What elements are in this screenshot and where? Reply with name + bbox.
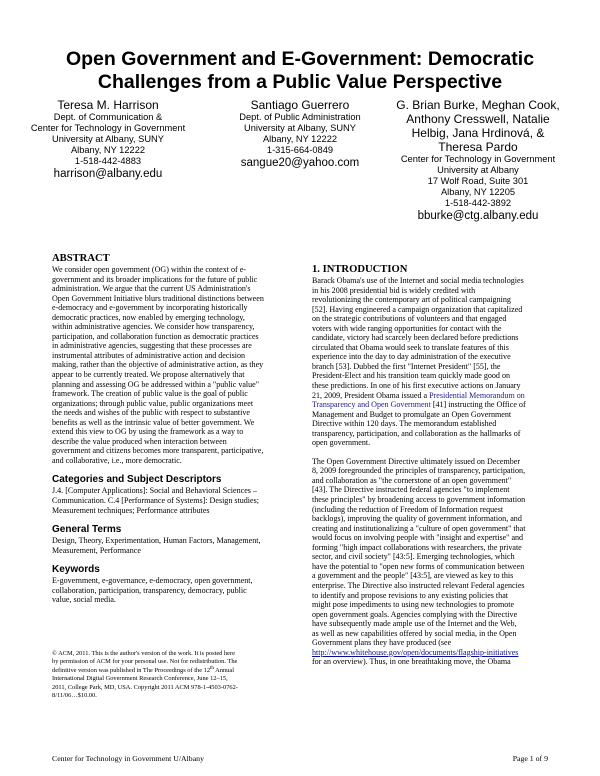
affiliation-line: 17 Wolf Road, Suite 301 xyxy=(427,176,529,186)
copyright-line: © ACM, 2011. This is the author's version of the work. It is posted here xyxy=(52,650,235,657)
paragraph-line: 21, 2009, President Obama issued a Presidential Memorandum on xyxy=(312,390,525,400)
paragraph-line: government and citizens becomes more transparent, participative, xyxy=(52,446,264,456)
copyright-line: International Digital Government Research Conference, June 12–15, xyxy=(52,675,228,683)
author-block-3 xyxy=(378,98,578,223)
paragraph-line: forming "high impact collaborations with researchers, the private xyxy=(312,542,522,552)
affiliation-line: Center for Technology in Government xyxy=(30,123,186,133)
paragraph-line: open government goals. Agencies complying with the Directive xyxy=(312,609,518,619)
abstract-heading: ABSTRACT xyxy=(52,253,110,264)
page-number: Page 1 of 9 xyxy=(512,754,548,763)
paragraph-line: planning and assessing OG be addressed within a "public value" xyxy=(52,379,260,389)
author-name: G. Brian Burke, Meghan Cook, xyxy=(396,98,560,112)
paragraph-line: democratic practices, now enabled by emerging technology, xyxy=(52,312,245,322)
paragraph-line: Measurement, Performance xyxy=(52,545,141,555)
author-name: Helbig, Jana Hrdinová, & xyxy=(411,126,545,140)
paragraph-line: instrumental attributes of administrative action and decision xyxy=(52,350,246,360)
paragraph-line: in his 2008 presidential bid is widely credited with xyxy=(312,285,476,295)
paragraph-line: these principles" by broadening access to government information xyxy=(312,495,526,505)
paragraph-line: Measurement techniques; Performance attributes xyxy=(52,505,210,515)
paragraph-line: open government. xyxy=(312,438,371,448)
affiliation-line: Dept. of Communication & xyxy=(53,112,163,122)
paragraph-line: experience into the day to day administration of the executive xyxy=(312,352,511,362)
author-block-1 xyxy=(18,98,198,181)
paragraph-line: for an overview). Thus, in one breathtaking move, the Obama xyxy=(312,657,511,667)
general-terms-body xyxy=(52,536,288,555)
title-line-1: Open Government and E-Government: Democratic xyxy=(65,48,535,70)
paragraph-line: have the potential to "open new forms of communication between xyxy=(312,561,525,571)
paragraph-line: The Open Government Directive ultimately issued on December xyxy=(312,456,521,466)
paragraph-line: Open Government Initiative blurs traditional distinctions between xyxy=(52,293,264,303)
paragraph-line: e-democracy and e-government by incorporating historically xyxy=(52,303,248,313)
paragraph-line: Barack Obama's use of the Internet and social media technologies xyxy=(312,276,524,285)
paragraph-line: as well as new capabilities offered by social media, in the Open xyxy=(312,628,517,638)
paragraph-line: a government and the people" [43:5], are viewed as key to this xyxy=(312,571,514,581)
paragraph-line: backlogs), improving the quality of government information, and xyxy=(312,514,522,524)
paragraph-line: to identify and propose revisions to any existing policies that xyxy=(312,590,508,600)
paragraph-line: framework. The creation of public value is the goal of public xyxy=(52,389,248,399)
author-block-2 xyxy=(210,98,390,170)
paragraph-line: 8, 2009 foregrounded the principles of transparency, participation, xyxy=(312,466,526,476)
paragraph-line: sector, and civil society" [43:5]. Emerging technologies, which xyxy=(312,552,515,562)
phone-line: 1-518-442-4883 xyxy=(74,156,142,166)
memorandum-link[interactable]: Presidential Memorandum on xyxy=(429,390,525,400)
title-line-2: Challenges from a Public Value Perspective xyxy=(97,71,503,93)
paragraph-line: would focus on involving people with "insight and expertise" and xyxy=(312,533,524,543)
copyright-line: 2011, College Park, MD, USA. Copyright 2011 ACM 978-1-4503-0762- xyxy=(52,683,238,691)
keywords-heading: Keywords xyxy=(52,564,100,576)
affiliation-line: Albany, NY 12205 xyxy=(440,187,516,197)
paragraph-line: making, rather than the objective of administrative action, as they xyxy=(52,360,264,370)
paragraph-line: benefits as well as the intrinsic value of better government. We xyxy=(52,417,255,427)
intro-paragraph-1-tail xyxy=(312,410,548,448)
paragraph-line: describe the value produced when interaction between xyxy=(52,436,227,446)
categories-body xyxy=(52,486,288,515)
author-name: Theresa Pardo xyxy=(438,140,518,154)
phone-line: 1-315-664-0849 xyxy=(266,145,334,155)
paragraph-line: (including the reduction of Freedom of Information request xyxy=(312,504,504,514)
left-column xyxy=(52,253,288,605)
general-terms-heading: General Terms xyxy=(52,524,122,536)
paragraph-line: might pose impediments to using new technologies to promote xyxy=(312,600,515,610)
paragraph-line: and collaborative, i.e., more democratic. xyxy=(52,455,182,465)
introduction-heading: 1. INTRODUCTION xyxy=(312,264,408,275)
paragraph-line: J.4. [Computer Applications]: Social and Behavioral Sciences – xyxy=(52,486,257,496)
paragraph-line: E-government, e-governance, e-democracy, open government, xyxy=(52,576,253,586)
author-email[interactable]: bburke@ctg.albany.edu xyxy=(417,210,539,222)
copyright-notice xyxy=(52,650,292,700)
affiliation-line: Center for Technology in Government xyxy=(400,154,556,164)
memorandum-link[interactable]: Transparency and Open Government xyxy=(312,400,431,410)
intro-paragraph-2 xyxy=(312,457,548,648)
paragraph-line: the needs and wishes of the public with respect to substantive xyxy=(52,408,250,418)
paragraph-line: government and its broader implications for the future of public xyxy=(52,274,258,284)
paragraph-line: enterprise. The Directive also instructed relevant Federal agencies xyxy=(312,580,525,590)
paragraph-line: Communication. C.4 [Performance of Systems]: Design studies; xyxy=(52,496,259,506)
paragraph-line: on the strategic contributions of volunteers and that engaged xyxy=(312,314,507,324)
paragraph-line: extend this view to OG by using the framework as a way to xyxy=(52,427,244,437)
copyright-line: definitive version was published in The Proceedings of the 12th Annual xyxy=(52,665,234,674)
paragraph-line: [43]. The Directive instructed federal agencies "to implement xyxy=(312,485,510,495)
paragraph-line: within administrative agencies. We consider how transparency, xyxy=(52,322,255,332)
paragraph-line: President-Elect and his transition team quickly made good on xyxy=(312,371,510,381)
paragraph-line: creating and institutionalizing a "culture of open government" that xyxy=(312,523,526,533)
paragraph-line: candidate, victory had scarcely been declared before predictions xyxy=(312,333,519,343)
paragraph-line: and collaboration as "the cornerstone of an open government" xyxy=(312,475,512,485)
paragraph-line: transparency, participation, and collaboration as the hallmarks of xyxy=(312,428,521,438)
author-name: Teresa M. Harrison xyxy=(57,98,159,112)
paragraph-line: Transparency and Open Government [41] instructing the Office of xyxy=(312,400,526,410)
abstract-body xyxy=(52,265,288,465)
paragraph-line: in administrative agencies, suggesting that these processes are xyxy=(52,341,252,351)
paragraph-line: Government plans they have produced (see xyxy=(312,638,452,648)
paragraph-line: appear to be currently treated. We propose alternatively that xyxy=(52,370,245,380)
paragraph-line: [52]. Having engineered a campaign organization that capitalized xyxy=(312,304,523,314)
affiliation-line: Albany, NY 12222 xyxy=(262,134,338,144)
keywords-body xyxy=(52,576,288,605)
author-name: Santiago Guerrero xyxy=(250,98,350,112)
right-column xyxy=(312,264,548,667)
paragraph-line: Management and Budget to promulgate an Open Government xyxy=(312,409,512,419)
affiliation-line: University at Albany, SUNY xyxy=(52,134,164,144)
paragraph-line: Design, Theory, Experimentation, Human Factors, Management, xyxy=(52,536,261,546)
paragraph-line: organizations; through public value, public organizations meet xyxy=(52,398,254,408)
whitehouse-link[interactable]: http://www.whitehouse.gov/open/documents/flagship-initiatives xyxy=(312,647,519,657)
paragraph-line: We consider open government (OG) within the context of e- xyxy=(52,265,246,274)
paragraph-line: value, social media. xyxy=(52,595,116,605)
paragraph-line: administration. We argue that the current US Administration's xyxy=(52,284,251,294)
affiliation-line: University at Albany, SUNY xyxy=(244,123,356,133)
paragraph-line: circulated that Obama would seek to translate features of this xyxy=(312,342,509,352)
paragraph-line: participation, and collaboration function as democratic practices xyxy=(52,331,259,341)
paragraph-line: collaboration, participation, transparency, democracy, public xyxy=(52,585,247,595)
author-email[interactable]: sangue20@yahoo.com xyxy=(240,157,360,169)
paragraph-line: voters with wide ranging opportunities for contact with the xyxy=(312,323,502,333)
footer-left: Center for Technology in Government U/Albany xyxy=(52,754,204,763)
affiliation-line: Albany, NY 12222 xyxy=(70,145,146,155)
copyright-line: 8/11/06…$10.00. xyxy=(52,692,97,700)
paragraph-line: revolutionizing the contemporary art of political campaigning xyxy=(312,295,511,305)
paragraph-line: branch [53]. Dubbed the first "Internet President" [55], the xyxy=(312,361,501,371)
copyright-line: by permission of ACM for your personal use. Not for redistribution. The xyxy=(52,658,238,666)
paragraph-line: have subsequently made ample use of the Internet and the Web, xyxy=(312,619,517,629)
author-name: Anthony Cresswell, Natalie xyxy=(406,112,550,126)
author-email[interactable]: harrison@albany.edu xyxy=(53,168,163,180)
paper-title xyxy=(0,48,600,94)
categories-heading: Categories and Subject Descriptors xyxy=(52,474,222,486)
intro-paragraph-1 xyxy=(312,276,548,391)
affiliation-line: Dept. of Public Administration xyxy=(239,112,361,122)
affiliation-line: University at Albany xyxy=(437,165,519,175)
phone-line: 1-518-442-3892 xyxy=(444,198,512,208)
paragraph-line: these predictions. In one of his first executive actions on January xyxy=(312,381,521,391)
paragraph-line: Directive within 120 days. The memorandum established xyxy=(312,419,497,429)
